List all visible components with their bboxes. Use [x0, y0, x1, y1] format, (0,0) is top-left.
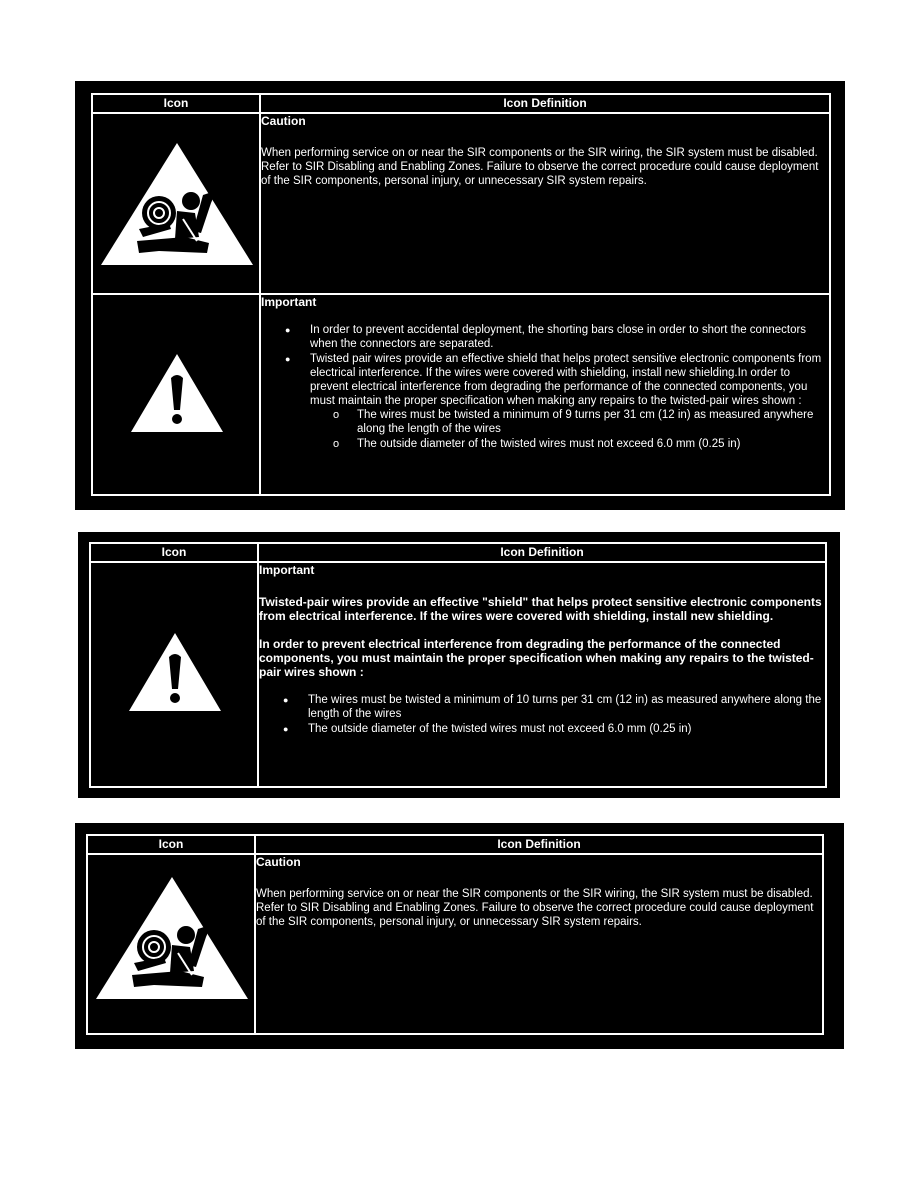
icon-cell: [92, 113, 260, 294]
definition-cell: [260, 294, 830, 495]
caution-text: When performing service on or near the SIR components or the SIR wiring, the SIR system must be disabled. Refer to SIR Disabling and Enabling Zones. Failure to observe the correct procedure could cause deployment of the SIR components, personal injury, or unnecessary SIR system repairs.: [261, 147, 819, 187]
icon-column-header: Icon: [87, 835, 255, 854]
definition-column-header: Icon Definition: [260, 94, 830, 113]
icon-cell: [87, 854, 255, 1034]
icon-cell: [90, 562, 258, 787]
icon-column-header: Icon: [90, 543, 258, 562]
specification-paragraph: In order to prevent electrical interference from degrading the performance of the connected components, you must maintain the proper specification when making any repairs to the twisted-pair wires shown :: [259, 637, 814, 679]
caution-text: When performing service on or near the SIR components or the SIR wiring, the SIR system must be disabled. Refer to SIR Disabling and Enabling Zones. Failure to observe the correct procedure could cause deployment of the SIR components, personal injury, or unnecessary SIR system repairs.: [256, 888, 814, 928]
exclamation-warning-icon: [127, 631, 223, 713]
list-item: ● The outside diameter of the twisted wires must not exceed 6.0 mm (0.25 in): [308, 722, 825, 736]
sub-list-item: o The wires must be twisted a minimum of 9 turns per 31 cm (12 in) as measured anywhere along the length of the wires: [357, 408, 829, 436]
icon-cell: [92, 294, 260, 495]
icon-definition-table: [89, 542, 827, 788]
definition-cell: [260, 113, 830, 294]
list-item: ● In order to prevent accidental deployment, the shorting bars close in order to short the connectors when the connectors are separated.: [310, 323, 829, 351]
icon-definition-table: [91, 93, 831, 496]
bullet-list: [261, 323, 829, 451]
icon-definition-table: [86, 834, 824, 1035]
icon-table-panel-3: [75, 823, 844, 1049]
bullet-list: [259, 693, 825, 736]
definition-cell: [258, 562, 826, 787]
caution-heading: Caution: [256, 855, 301, 869]
list-item: ● The wires must be twisted a minimum of 10 turns per 31 cm (12 in) as measured anywhere along the length of the wires: [308, 693, 825, 721]
airbag-caution-icon: [99, 141, 255, 267]
definition-column-header: Icon Definition: [255, 835, 823, 854]
important-heading: Important: [261, 295, 317, 309]
sub-bullet-list: [310, 408, 829, 451]
list-item: [310, 352, 829, 451]
caution-heading: Caution: [261, 114, 306, 128]
sub-list-item: o The outside diameter of the twisted wires must not exceed 6.0 mm (0.25 in): [357, 437, 829, 451]
shield-paragraph: Twisted-pair wires provide an effective "shield" that helps protect sensitive electronic components from electrical interference. If the wires were covered with shielding, install new shielding.: [259, 595, 822, 623]
icon-table-panel-1: [75, 81, 845, 510]
list-item-text: Twisted pair wires provide an effective shield that helps protect sensitive electronic components from electrical interference. If the wires were covered with shielding, install new shielding.In order to prevent electrical interference from degrading the performance of the connected components, you must maintain the proper specification when making any repairs to the twisted-pair wires shown :: [310, 353, 822, 407]
definition-cell: [255, 854, 823, 1034]
airbag-caution-icon: [94, 875, 250, 1001]
definition-column-header: Icon Definition: [258, 543, 826, 562]
icon-column-header: Icon: [92, 94, 260, 113]
important-heading: Important: [259, 563, 315, 577]
exclamation-warning-icon: [129, 352, 225, 434]
icon-table-panel-2: [78, 532, 840, 798]
